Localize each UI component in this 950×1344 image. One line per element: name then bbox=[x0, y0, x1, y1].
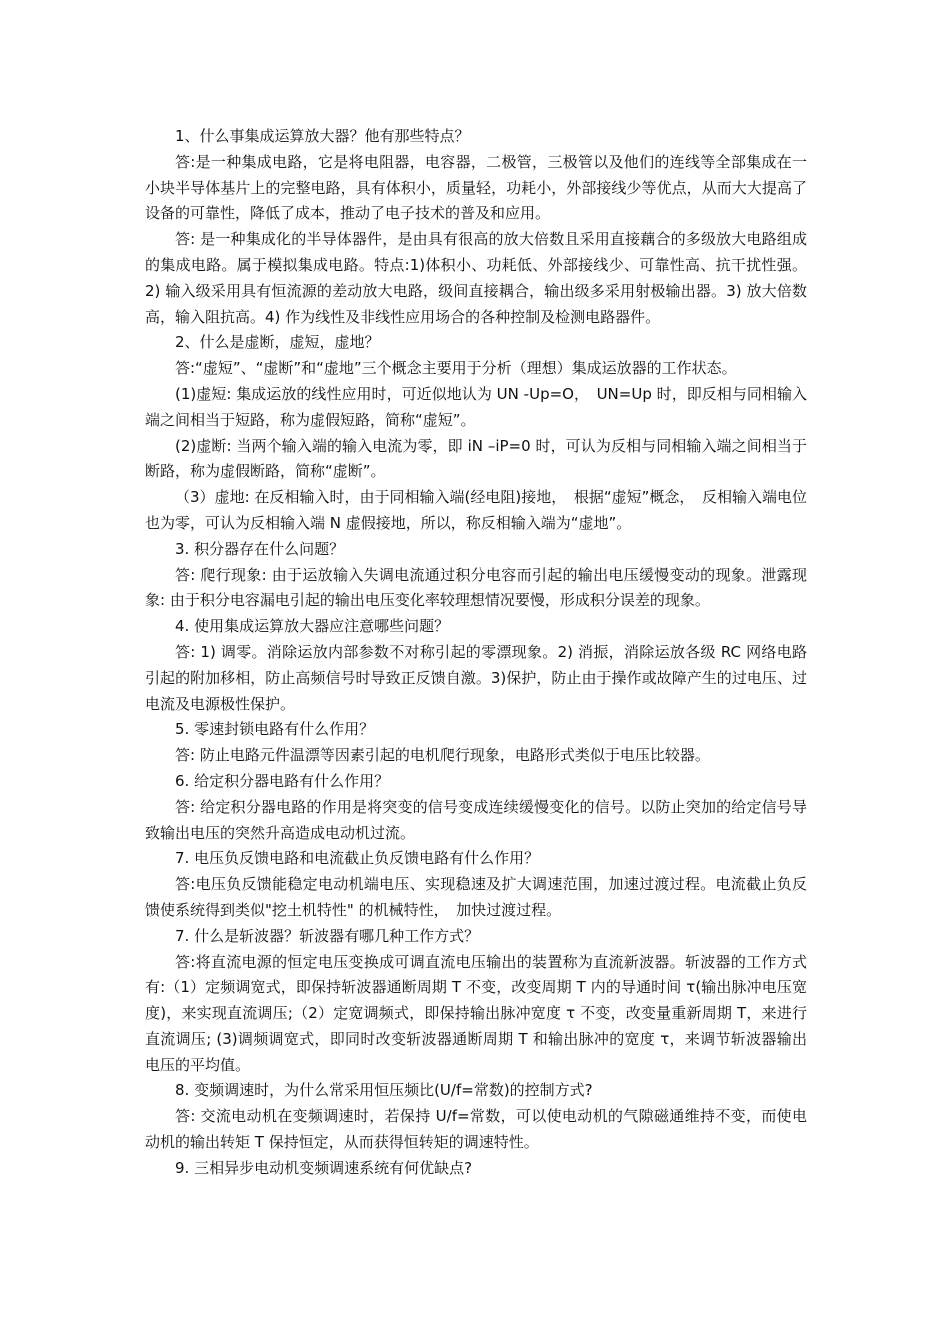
answer-3: 答: 爬行现象: 由于运放输入失调电流通过积分电容而引起的输出电压缓慢变动的现象。泄露现象: 由于积分电容漏电引起的输出电压变化率较理想情况要慢，形成积分误差的现象。 bbox=[145, 565, 807, 610]
answer-1b: 答: 是一种集成化的半导体器件，是由具有很高的放大倍数且采用直接藕合的多级放大电路组成的集成电路。属于模拟集成电路。特点:1)体积小、功耗低、外部接线少、可靠性高、抗干扰性强。2) 输入级采用具有恒流源的差动放大电路，级间直接耦合，输出级多采用射极输出器。3) 放大倍数高，输入阻抗高。4) 作为线性及非线性应用场合的各种控制及检测电路器件。 bbox=[145, 230, 807, 326]
answer-5: 答: 防止电路元件温漂等因素引起的电机爬行现象，电路形式类似于电压比较器。 bbox=[175, 746, 710, 765]
question-9-heading: 9. 三相异步电动机变频调速系统有何优缺点? bbox=[175, 1158, 473, 1177]
answer-7: 答:电压负反馈能稳定电动机端电压、实现稳速及扩大调速范围，加速过渡过程。电流截止负反馈使系统得到类似"挖土机特性" 的机械特性， 加快过渡过程。 bbox=[145, 875, 807, 919]
answer-2-virtual-ground: （3）虚地: 在反相输入时，由于同相输入端(经电阻)接地， 根据“虚短”概念， 反相输入端电位也为零，可认为反相输入端 N 虚假接地，所以，称反相输入端为“虚地”。 bbox=[145, 488, 807, 532]
question-6-heading: 6. 给定积分器电路有什么作用？ bbox=[175, 771, 390, 790]
document-body bbox=[145, 124, 807, 1182]
answer-1a: 答:是一种集成电路，它是将电阻器，电容器，二极管，三极管以及他们的连线等全部集成在一小块半导体基片上的完整电路，具有体积小，质量轻，功耗小，外部接线少等优点，从而大大提高了设备的可靠性，降低了成本，推动了电子技术的普及和应用。 bbox=[145, 152, 807, 223]
question-7b-heading: 7. 什么是斩波器？斩波器有哪几种工作方式？ bbox=[175, 926, 480, 945]
answer-7b: 答:将直流电源的恒定电压变换成可调直流电压输出的装置称为直流新波器。斩波器的工作方式有:（1）定频调宽式，即保持斩波器通断周期 T 不变，改变周期 T 内的导通时间 τ(输出脉冲电压宽度)，来实现直流调压;（2）定宽调频式，即保持输出脉冲宽度 τ 不变，改变量重新周期 T，来进行直流调压; (3)调频调宽式，即同时改变斩波器通断周期 T 和输出脉冲的宽度 τ，来调节斩波器输出电压的平均值。 bbox=[145, 952, 807, 1074]
question-8-heading: 8. 变频调速时，为什么常采用恒压频比(U/f=常数)的控制方式? bbox=[175, 1081, 593, 1100]
question-5-heading: 5. 零速封锁电路有什么作用？ bbox=[175, 720, 375, 739]
answer-2-virtual-short: (1)虚短: 集成运放的线性应用时，可近似地认为 UN -Up=O， UN=Up 时，即反相与同相输入端之间相当于短路，称为虚假短路，简称“虚短”。 bbox=[145, 384, 807, 429]
answer-2-intro: 答:“虚短”、“虚断”和“虚地”三个概念主要用于分析（理想）集成运放器的工作状态。 bbox=[175, 359, 737, 378]
answer-8: 答: 交流电动机在变频调速时，若保持 U/f=常数，可以使电动机的气隙磁通维持不变，而使电动机的输出转矩 T 保持恒定，从而获得恒转矩的调速特性。 bbox=[145, 1107, 807, 1152]
question-3-heading: 3. 积分器存在什么问题？ bbox=[175, 539, 345, 558]
question-4-heading: 4. 使用集成运算放大器应注意哪些问题？ bbox=[175, 617, 450, 636]
answer-4: 答: 1) 调零。消除运放内部参数不对称引起的零漂现象。2) 消振，消除运放各级 RC 网络电路引起的附加移相，防止高频信号时导致正反馈自激。3)保护，防止由于操作或故障产生的过电压、过电流及电源极性保护。 bbox=[145, 642, 807, 713]
answer-6: 答: 给定积分器电路的作用是将突变的信号变成连续缓慢变化的信号。以防止突加的给定信号导致输出电压的突然升高造成电动机过流。 bbox=[145, 797, 807, 842]
question-2-heading: 2、什么是虚断，虚短，虚地？ bbox=[175, 333, 380, 352]
answer-2-virtual-open: (2)虚断: 当两个输入端的输入电流为零，即 iN –iP=0 时，可认为反相与同相输入端之间相当于断路，称为虚假断路，简称“虚断”。 bbox=[145, 436, 807, 481]
question-1-heading: 1、什么事集成运算放大器？他有那些特点？ bbox=[175, 127, 470, 145]
question-7-heading: 7. 电压负反馈电路和电流截止负反馈电路有什么作用？ bbox=[175, 849, 540, 868]
